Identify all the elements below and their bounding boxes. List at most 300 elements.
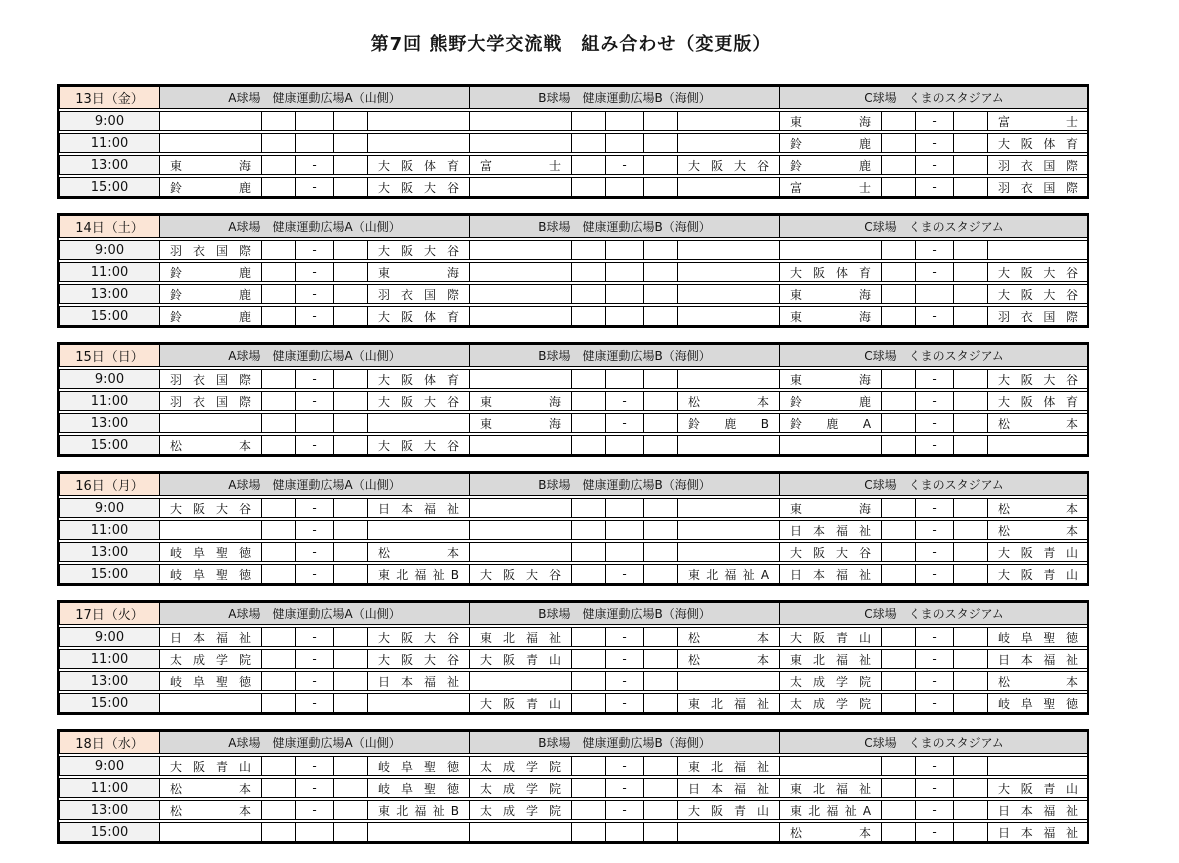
- separator-cell: [295, 413, 333, 433]
- away-team-cell: [367, 133, 469, 153]
- time-cell: 13:00: [59, 413, 159, 433]
- home-team-cell: 鈴鹿: [779, 133, 881, 153]
- home-team-cell: [469, 435, 571, 455]
- home-team-cell: 富士: [469, 155, 571, 175]
- spacer-cell: [571, 369, 605, 389]
- spacer-cell: [881, 177, 915, 197]
- spacer-cell: [881, 564, 915, 584]
- separator-cell: [605, 111, 643, 131]
- spacer-cell: [261, 498, 295, 518]
- spacer-cell: [261, 284, 295, 304]
- away-team-cell: 羽衣国際: [987, 177, 1089, 197]
- home-team-cell: 岐阜聖徳: [159, 542, 261, 562]
- away-team-cell: 大阪大谷: [987, 369, 1089, 389]
- home-team-cell: 鈴鹿A: [779, 413, 881, 433]
- away-team-cell: 大阪大谷: [367, 649, 469, 669]
- home-team-cell: [469, 369, 571, 389]
- home-team-cell: 日本福祉: [779, 520, 881, 540]
- away-team-cell: 大阪大谷: [987, 262, 1089, 282]
- spacer-cell: [881, 693, 915, 713]
- date-cell: 16日（月）: [59, 473, 159, 496]
- away-team-cell: 大阪体育: [367, 306, 469, 326]
- spacer-cell: [571, 822, 605, 842]
- spacer-cell: [571, 649, 605, 669]
- spacer-cell: [261, 155, 295, 175]
- time-cell: 11:00: [59, 778, 159, 798]
- separator-cell: -: [915, 391, 953, 411]
- separator-cell: -: [605, 564, 643, 584]
- home-team-cell: 鈴鹿: [159, 284, 261, 304]
- home-team-cell: [469, 262, 571, 282]
- away-team-cell: 羽衣国際: [987, 155, 1089, 175]
- spacer-cell: [261, 369, 295, 389]
- separator-cell: -: [915, 111, 953, 131]
- spacer-cell: [571, 155, 605, 175]
- home-team-cell: 大阪青山: [159, 756, 261, 776]
- spacer-cell: [333, 284, 367, 304]
- separator-cell: -: [295, 693, 333, 713]
- spacer-cell: [881, 498, 915, 518]
- separator-cell: -: [605, 155, 643, 175]
- home-team-cell: [159, 413, 261, 433]
- home-team-cell: 東海: [779, 111, 881, 131]
- away-team-cell: 日本福祉: [367, 498, 469, 518]
- spacer-cell: [333, 435, 367, 455]
- home-team-cell: [469, 822, 571, 842]
- away-team-cell: 松本: [987, 671, 1089, 691]
- home-team-cell: 大阪青山: [469, 693, 571, 713]
- spacer-cell: [643, 778, 677, 798]
- separator-cell: [605, 542, 643, 562]
- spacer-cell: [571, 693, 605, 713]
- time-cell: 9:00: [59, 111, 159, 131]
- home-team-cell: [779, 756, 881, 776]
- venue-header-b: B球場 健康運動広場B（海側）: [469, 473, 779, 496]
- away-team-cell: 松本: [677, 391, 779, 411]
- away-team-cell: 大阪青山: [987, 542, 1089, 562]
- home-team-cell: [469, 542, 571, 562]
- home-team-cell: 日本福祉: [159, 627, 261, 647]
- spacer-cell: [333, 262, 367, 282]
- spacer-cell: [333, 627, 367, 647]
- spacer-cell: [881, 111, 915, 131]
- home-team-cell: 日本福祉: [779, 564, 881, 584]
- separator-cell: [605, 177, 643, 197]
- away-team-cell: 東北福祉A: [677, 564, 779, 584]
- away-team-cell: [367, 693, 469, 713]
- away-team-cell: 松本: [987, 520, 1089, 540]
- separator-cell: -: [915, 520, 953, 540]
- away-team-cell: 松本: [987, 413, 1089, 433]
- home-team-cell: [469, 133, 571, 153]
- spacer-cell: [571, 800, 605, 820]
- spacer-cell: [333, 240, 367, 260]
- spacer-cell: [643, 133, 677, 153]
- spacer-cell: [953, 369, 987, 389]
- separator-cell: -: [605, 649, 643, 669]
- separator-cell: -: [605, 391, 643, 411]
- separator-cell: -: [915, 369, 953, 389]
- spacer-cell: [953, 564, 987, 584]
- spacer-cell: [953, 520, 987, 540]
- time-cell: 15:00: [59, 822, 159, 842]
- spacer-cell: [643, 435, 677, 455]
- home-team-cell: [159, 111, 261, 131]
- spacer-cell: [261, 133, 295, 153]
- away-team-cell: 松本: [987, 498, 1089, 518]
- spacer-cell: [261, 671, 295, 691]
- away-team-cell: 岐阜聖徳: [987, 627, 1089, 647]
- spacer-cell: [643, 498, 677, 518]
- home-team-cell: [159, 520, 261, 540]
- venue-header-a: A球場 健康運動広場A（山側）: [159, 86, 469, 109]
- separator-cell: -: [915, 240, 953, 260]
- home-team-cell: 東海: [159, 155, 261, 175]
- home-team-cell: 東海: [469, 413, 571, 433]
- venue-header-a: A球場 健康運動広場A（山側）: [159, 473, 469, 496]
- spacer-cell: [571, 413, 605, 433]
- day-block: [57, 342, 1089, 457]
- separator-cell: -: [915, 262, 953, 282]
- spacer-cell: [881, 822, 915, 842]
- home-team-cell: [469, 240, 571, 260]
- separator-cell: -: [295, 498, 333, 518]
- away-team-cell: 大阪体育: [987, 133, 1089, 153]
- spacer-cell: [333, 822, 367, 842]
- away-team-cell: [677, 822, 779, 842]
- home-team-cell: [469, 111, 571, 131]
- spacer-cell: [261, 391, 295, 411]
- away-team-cell: [677, 262, 779, 282]
- venue-header-b: B球場 健康運動広場B（海側）: [469, 215, 779, 238]
- spacer-cell: [571, 778, 605, 798]
- separator-cell: -: [915, 649, 953, 669]
- time-cell: 9:00: [59, 369, 159, 389]
- separator-cell: -: [295, 564, 333, 584]
- spacer-cell: [571, 564, 605, 584]
- spacer-cell: [881, 627, 915, 647]
- separator-cell: [295, 822, 333, 842]
- spacer-cell: [571, 627, 605, 647]
- away-team-cell: 松本: [367, 542, 469, 562]
- time-cell: 11:00: [59, 133, 159, 153]
- home-team-cell: 松本: [159, 778, 261, 798]
- schedule-table: [59, 213, 1089, 328]
- away-team-cell: 日本福祉: [987, 822, 1089, 842]
- away-team-cell: 東北福祉B: [367, 564, 469, 584]
- time-cell: 9:00: [59, 756, 159, 776]
- spacer-cell: [261, 800, 295, 820]
- away-team-cell: 岐阜聖徳: [367, 778, 469, 798]
- spacer-cell: [333, 542, 367, 562]
- home-team-cell: 太成学院: [469, 778, 571, 798]
- separator-cell: [605, 822, 643, 842]
- away-team-cell: 大阪青山: [987, 778, 1089, 798]
- date-cell: 14日（土）: [59, 215, 159, 238]
- spacer-cell: [261, 262, 295, 282]
- home-team-cell: 鈴鹿: [159, 306, 261, 326]
- away-team-cell: 岐阜聖徳: [367, 756, 469, 776]
- spacer-cell: [881, 671, 915, 691]
- date-cell: 18日（水）: [59, 731, 159, 754]
- spacer-cell: [261, 435, 295, 455]
- day-block: [57, 84, 1089, 199]
- spacer-cell: [571, 435, 605, 455]
- venue-header-a: A球場 健康運動広場A（山側）: [159, 602, 469, 625]
- spacer-cell: [953, 155, 987, 175]
- away-team-cell: 大阪大谷: [367, 391, 469, 411]
- venue-header-c: C球場 くまのスタジアム: [779, 344, 1089, 367]
- spacer-cell: [571, 671, 605, 691]
- spacer-cell: [333, 498, 367, 518]
- separator-cell: -: [295, 391, 333, 411]
- separator-cell: -: [295, 671, 333, 691]
- spacer-cell: [953, 542, 987, 562]
- spacer-cell: [261, 413, 295, 433]
- separator-cell: [605, 435, 643, 455]
- separator-cell: -: [915, 627, 953, 647]
- spacer-cell: [571, 177, 605, 197]
- time-cell: 9:00: [59, 498, 159, 518]
- separator-cell: -: [915, 435, 953, 455]
- spacer-cell: [261, 306, 295, 326]
- spacer-cell: [333, 369, 367, 389]
- home-team-cell: 大阪大谷: [159, 498, 261, 518]
- separator-cell: -: [605, 627, 643, 647]
- away-team-cell: [367, 822, 469, 842]
- away-team-cell: [677, 671, 779, 691]
- separator-cell: -: [915, 413, 953, 433]
- spacer-cell: [953, 306, 987, 326]
- separator-cell: [605, 262, 643, 282]
- away-team-cell: 羽衣国際: [367, 284, 469, 304]
- separator-cell: [605, 369, 643, 389]
- away-team-cell: [677, 133, 779, 153]
- home-team-cell: 東北福祉A: [779, 800, 881, 820]
- spacer-cell: [643, 111, 677, 131]
- spacer-cell: [881, 391, 915, 411]
- separator-cell: [605, 284, 643, 304]
- spacer-cell: [643, 391, 677, 411]
- separator-cell: -: [915, 671, 953, 691]
- spacer-cell: [881, 240, 915, 260]
- home-team-cell: 羽衣国際: [159, 240, 261, 260]
- time-cell: 13:00: [59, 155, 159, 175]
- spacer-cell: [333, 133, 367, 153]
- away-team-cell: 東北福祉: [677, 693, 779, 713]
- day-block: [57, 600, 1089, 715]
- away-team-cell: 大阪大谷: [677, 155, 779, 175]
- time-cell: 15:00: [59, 693, 159, 713]
- spacer-cell: [953, 693, 987, 713]
- spacer-cell: [643, 693, 677, 713]
- away-team-cell: 大阪大谷: [987, 284, 1089, 304]
- venue-header-b: B球場 健康運動広場B（海側）: [469, 344, 779, 367]
- spacer-cell: [643, 542, 677, 562]
- spacer-cell: [643, 240, 677, 260]
- spacer-cell: [261, 520, 295, 540]
- away-team-cell: [677, 435, 779, 455]
- home-team-cell: 松本: [159, 435, 261, 455]
- home-team-cell: 岐阜聖徳: [159, 671, 261, 691]
- away-team-cell: 大阪体育: [367, 155, 469, 175]
- separator-cell: -: [915, 133, 953, 153]
- time-cell: 13:00: [59, 542, 159, 562]
- spacer-cell: [643, 800, 677, 820]
- venue-header-b: B球場 健康運動広場B（海側）: [469, 602, 779, 625]
- spacer-cell: [881, 800, 915, 820]
- date-cell: 13日（金）: [59, 86, 159, 109]
- home-team-cell: 大阪体育: [779, 262, 881, 282]
- separator-cell: -: [605, 800, 643, 820]
- separator-cell: -: [915, 800, 953, 820]
- spacer-cell: [571, 391, 605, 411]
- home-team-cell: 岐阜聖徳: [159, 564, 261, 584]
- separator-cell: -: [295, 177, 333, 197]
- spacer-cell: [261, 240, 295, 260]
- away-team-cell: [677, 498, 779, 518]
- spacer-cell: [333, 391, 367, 411]
- spacer-cell: [953, 756, 987, 776]
- separator-cell: -: [915, 778, 953, 798]
- spacer-cell: [881, 155, 915, 175]
- separator-cell: [605, 133, 643, 153]
- home-team-cell: 大阪青山: [779, 627, 881, 647]
- spacer-cell: [643, 262, 677, 282]
- spacer-cell: [953, 391, 987, 411]
- spacer-cell: [643, 671, 677, 691]
- home-team-cell: 大阪大谷: [779, 542, 881, 562]
- spacer-cell: [643, 520, 677, 540]
- separator-cell: [605, 306, 643, 326]
- separator-cell: -: [915, 564, 953, 584]
- separator-cell: -: [295, 369, 333, 389]
- date-cell: 17日（火）: [59, 602, 159, 625]
- spacer-cell: [643, 564, 677, 584]
- away-team-cell: 大阪青山: [987, 564, 1089, 584]
- home-team-cell: 東北福祉: [779, 778, 881, 798]
- spacer-cell: [643, 413, 677, 433]
- spacer-cell: [571, 133, 605, 153]
- spacer-cell: [953, 498, 987, 518]
- separator-cell: -: [295, 756, 333, 776]
- day-block: [57, 729, 1089, 844]
- spacer-cell: [953, 649, 987, 669]
- home-team-cell: 鈴鹿: [159, 262, 261, 282]
- home-team-cell: 太成学院: [779, 671, 881, 691]
- spacer-cell: [643, 306, 677, 326]
- time-cell: 15:00: [59, 435, 159, 455]
- away-team-cell: 大阪大谷: [367, 240, 469, 260]
- schedule-table: [59, 471, 1089, 586]
- spacer-cell: [643, 822, 677, 842]
- spacer-cell: [333, 306, 367, 326]
- spacer-cell: [261, 177, 295, 197]
- spacer-cell: [571, 520, 605, 540]
- spacer-cell: [953, 284, 987, 304]
- home-team-cell: 太成学院: [469, 800, 571, 820]
- spacer-cell: [643, 284, 677, 304]
- spacer-cell: [261, 778, 295, 798]
- away-team-cell: [987, 756, 1089, 776]
- day-blocks-container: [57, 84, 1179, 844]
- spacer-cell: [333, 111, 367, 131]
- home-team-cell: 東北福祉: [469, 627, 571, 647]
- away-team-cell: [987, 240, 1089, 260]
- venue-header-c: C球場 くまのスタジアム: [779, 86, 1089, 109]
- venue-header-c: C球場 くまのスタジアム: [779, 731, 1089, 754]
- schedule-table: [59, 600, 1089, 715]
- spacer-cell: [571, 240, 605, 260]
- spacer-cell: [881, 369, 915, 389]
- away-team-cell: 日本福祉: [987, 649, 1089, 669]
- home-team-cell: 富士: [779, 177, 881, 197]
- away-team-cell: 日本福祉: [367, 671, 469, 691]
- spacer-cell: [643, 627, 677, 647]
- away-team-cell: 岐阜聖徳: [987, 693, 1089, 713]
- home-team-cell: [469, 520, 571, 540]
- day-block: [57, 213, 1089, 328]
- spacer-cell: [261, 111, 295, 131]
- separator-cell: [605, 498, 643, 518]
- home-team-cell: 東海: [779, 498, 881, 518]
- away-team-cell: 大阪体育: [987, 391, 1089, 411]
- away-team-cell: [677, 369, 779, 389]
- time-cell: 11:00: [59, 649, 159, 669]
- home-team-cell: 鈴鹿: [779, 391, 881, 411]
- page-title: 第7回 熊野大学交流戦 組み合わせ（変更版）: [370, 34, 772, 55]
- venue-header-a: A球場 健康運動広場A（山側）: [159, 344, 469, 367]
- spacer-cell: [333, 155, 367, 175]
- time-cell: 11:00: [59, 520, 159, 540]
- home-team-cell: [779, 240, 881, 260]
- spacer-cell: [953, 435, 987, 455]
- away-team-cell: [677, 284, 779, 304]
- home-team-cell: 太成学院: [159, 649, 261, 669]
- date-cell: 15日（日）: [59, 344, 159, 367]
- away-team-cell: 東北福祉: [677, 756, 779, 776]
- spacer-cell: [571, 262, 605, 282]
- away-team-cell: [987, 435, 1089, 455]
- separator-cell: [605, 240, 643, 260]
- away-team-cell: 松本: [677, 649, 779, 669]
- spacer-cell: [261, 693, 295, 713]
- spacer-cell: [261, 627, 295, 647]
- spacer-cell: [881, 262, 915, 282]
- away-team-cell: 東海: [367, 262, 469, 282]
- separator-cell: -: [295, 155, 333, 175]
- separator-cell: -: [295, 800, 333, 820]
- spacer-cell: [881, 542, 915, 562]
- away-team-cell: [677, 542, 779, 562]
- away-team-cell: 大阪体育: [367, 369, 469, 389]
- away-team-cell: 日本福祉: [987, 800, 1089, 820]
- home-team-cell: [469, 284, 571, 304]
- venue-header-b: B球場 健康運動広場B（海側）: [469, 731, 779, 754]
- home-team-cell: 東海: [779, 284, 881, 304]
- spacer-cell: [333, 756, 367, 776]
- separator-cell: -: [295, 542, 333, 562]
- home-team-cell: 太成学院: [469, 756, 571, 776]
- spacer-cell: [881, 649, 915, 669]
- separator-cell: -: [295, 240, 333, 260]
- spacer-cell: [881, 413, 915, 433]
- spacer-cell: [643, 756, 677, 776]
- home-team-cell: 大阪青山: [469, 649, 571, 669]
- separator-cell: -: [605, 778, 643, 798]
- separator-cell: -: [915, 306, 953, 326]
- spacer-cell: [953, 240, 987, 260]
